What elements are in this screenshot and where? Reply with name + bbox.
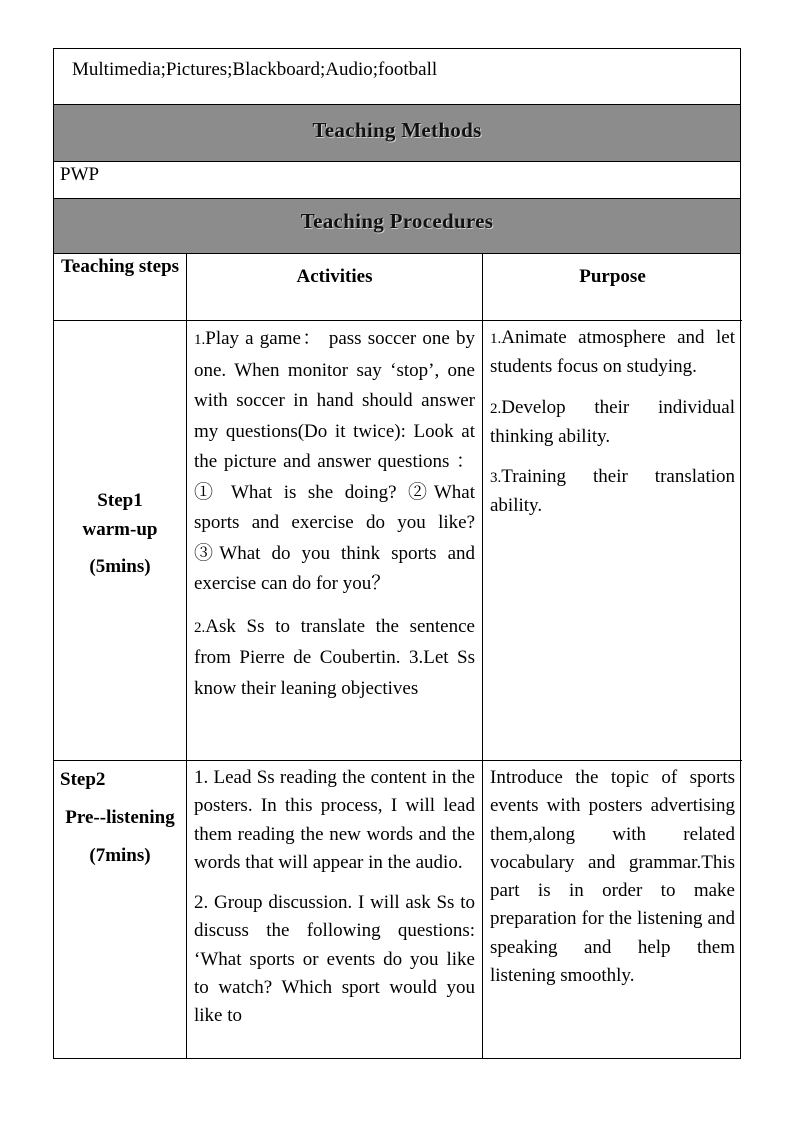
- step1-purpose-cell: [483, 321, 742, 761]
- procedures-grid: [53, 253, 741, 1059]
- step2-activities-cell: [187, 761, 483, 1058]
- step2-purpose: Introduce the topic of sports events with posters advertising them,along with related vocabulary and grammar.This part is in order to make preparation for the listening and speaking and help them listening smoothly.: [490, 767, 735, 987]
- step1-activity-1: 1.Play a game： pass soccer one by one. When monitor say ‘stop’, one with soccer in hand should answer my questions(Do it twice): Look at the picture and answer questions ： ① What is she doing? ②What sports and exercise do you like?③What do you think sports and exercise can do for you？: [194, 328, 475, 594]
- step1-phase: warm-up: [82, 519, 158, 540]
- step1-time: (5mins): [89, 556, 151, 577]
- step2-purpose-cell: [483, 761, 742, 1058]
- step1-label-cell: [54, 321, 187, 761]
- column-header-purpose: Purpose: [483, 254, 742, 321]
- step2-time: (7mins): [89, 845, 151, 866]
- materials-text: Multimedia;Pictures;Blackboard;Audio;football: [72, 59, 438, 80]
- step1-purpose-1: 1.Animate atmosphere and let students focus on studying.: [490, 327, 735, 378]
- step2-name: Step2: [60, 769, 106, 790]
- column-header-steps: [54, 254, 187, 321]
- step1-purpose-2: 2.Develop their individual thinking ability.: [490, 396, 735, 447]
- column-header-steps-label: Teaching steps: [60, 256, 180, 277]
- step1-purpose-3: 3.Training their translation ability.: [490, 466, 735, 517]
- teaching-methods-heading: Teaching Methods: [53, 104, 741, 161]
- step1-activity-2: 2.Ask Ss to translate the sentence from Pierre de Coubertin. 3.Let Ss know their leaning objectives: [194, 615, 475, 699]
- step2-phase: Pre--listening: [65, 807, 175, 828]
- step2-activity-2: 2. Group discussion. I will ask Ss to discuss the following questions: ‘What sports or events do you like to watch? Which sport would you like to: [194, 892, 475, 1027]
- methods-value: PWP: [60, 164, 100, 185]
- methods-row: [53, 161, 741, 198]
- teaching-procedures-heading: Teaching Procedures: [53, 198, 741, 253]
- step1-activities-cell: [187, 321, 483, 761]
- column-header-activities: Activities: [187, 254, 483, 321]
- step1-name: Step1: [97, 490, 143, 511]
- lesson-plan-table: [53, 48, 741, 1059]
- step2-label-cell: [54, 761, 187, 1058]
- materials-row: [53, 48, 741, 104]
- step2-activity-1: 1. Lead Ss reading the content in the posters. In this process, I will lead them reading the new words and the words that will appear in the audio.: [194, 767, 475, 873]
